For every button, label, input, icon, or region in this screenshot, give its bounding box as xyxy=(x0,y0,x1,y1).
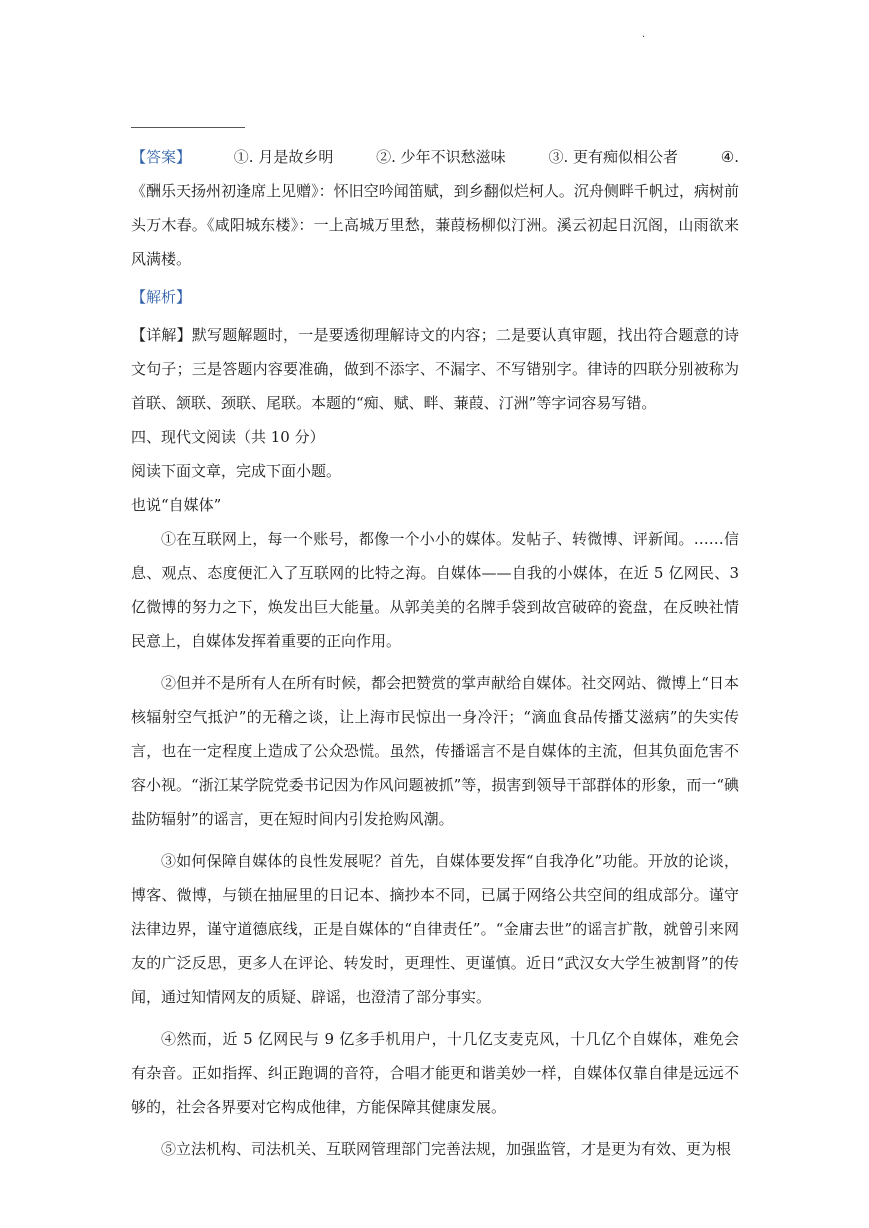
analysis-detail: 【详解】默写题解题时，一是要透彻理解诗文的内容；二是要认真审题，找出符合题意的诗文句子；三是答题内容要准确，做到不添字、不漏字、不写错别字。律诗的四联分别被称为首联、颔联、颈联、尾联。本题的“痴、赋、畔、蒹葭、汀洲”等字词容易写错。 xyxy=(131,326,739,412)
article-paragraph-4: ④然而，近 5 亿网民与 9 亿多手机用户，十几亿支麦克风，十几亿个自媒体，难免会有杂音。正如指挥、纠正跑调的音符，合唱才能更和谐美妙一样，自媒体仅靠自律是远远不够的，社会各界要对它构成他律，方能保障其健康发展。 xyxy=(131,1030,739,1116)
answer-rest: 《酬乐天扬州初逢席上见赠》：怀旧空吟闻笛赋，到乡翻似烂柯人。沉舟侧畔千帆过，病树前头万木春。《咸阳城东楼》：一上高城万里愁，蒹葭杨柳似汀洲。溪云初起日沉阁，山雨欲来风满楼。 xyxy=(131,182,739,268)
answer-tag: 【答案】 xyxy=(131,148,192,166)
answer-item-2: ②. 少年不识愁滋味 xyxy=(376,148,506,166)
analysis-tag: 【解析】 xyxy=(131,288,192,306)
section-heading: 四、现代文阅读（共 10 分） xyxy=(131,428,325,446)
header-rule xyxy=(131,127,245,128)
article-paragraph-1: ①在互联网上，每一个账号，都像一个小小的媒体。发帖子、转微博、评新闻。……信息、观点、态度便汇入了互联网的比特之海。自媒体——自我的小媒体，在近 5 亿网民、3 亿微博的努力之下，焕发出巨大能量。从郭美美的名牌手袋到故宫破碎的瓷盘，在反映社情民意上，自媒体发挥着重要的正向作用。 xyxy=(131,530,739,650)
article-paragraph-3: ③如何保障自媒体的良性发展呢？首先，自媒体要发挥“自我净化”功能。开放的论谈，博客、微博，与锁在抽屉里的日记本、摘抄本不同，已属于网络公共空间的组成部分。谨守法律边界，谨守道德底线，正是自媒体的“自律责任”。“金庸去世”的谣言扩散，就曾引来网友的广泛反思，更多人在评论、转发时，更理性、更谨慎。近日“武汉女大学生被割肾”的传闻，通过知情网友的质疑、辟谣，也澄清了部分事实。 xyxy=(131,852,739,1006)
section-instruction: 阅读下面文章，完成下面小题。 xyxy=(131,462,342,480)
article-paragraph-5: ⑤立法机构、司法机关、互联网管理部门完善法规，加强监管，才是更为有效、更为根 xyxy=(161,1140,732,1158)
answer-item-3: ③. 更有痴似相公者 xyxy=(548,148,678,166)
answer-item-1: ①. 月是故乡明 xyxy=(233,148,334,166)
document-page xyxy=(131,140,739,1174)
answer-row xyxy=(131,140,739,174)
article-title: 也说“自媒体” xyxy=(131,496,222,514)
top-mark: · xyxy=(642,32,646,43)
article-paragraph-2: ②但并不是所有人在所有时候，都会把赞赏的掌声献给自媒体。社交网站、微博上“日本核辐射空气抵沪”的无稽之谈，让上海市民惊出一身冷汗；“滴血食品传播艾滋病”的失实传言，也在一定程度上造成了公众恐慌。虽然，传播谣言不是自媒体的主流，但其负面危害不容小视。“浙江某学院党委书记因为作风问题被抓”等，损害到领导干部群体的形象，而一“碘盐防辐射”的谣言，更在短时间内引发抢购风潮。 xyxy=(131,674,740,828)
answer-item-4: ④. xyxy=(720,148,739,166)
